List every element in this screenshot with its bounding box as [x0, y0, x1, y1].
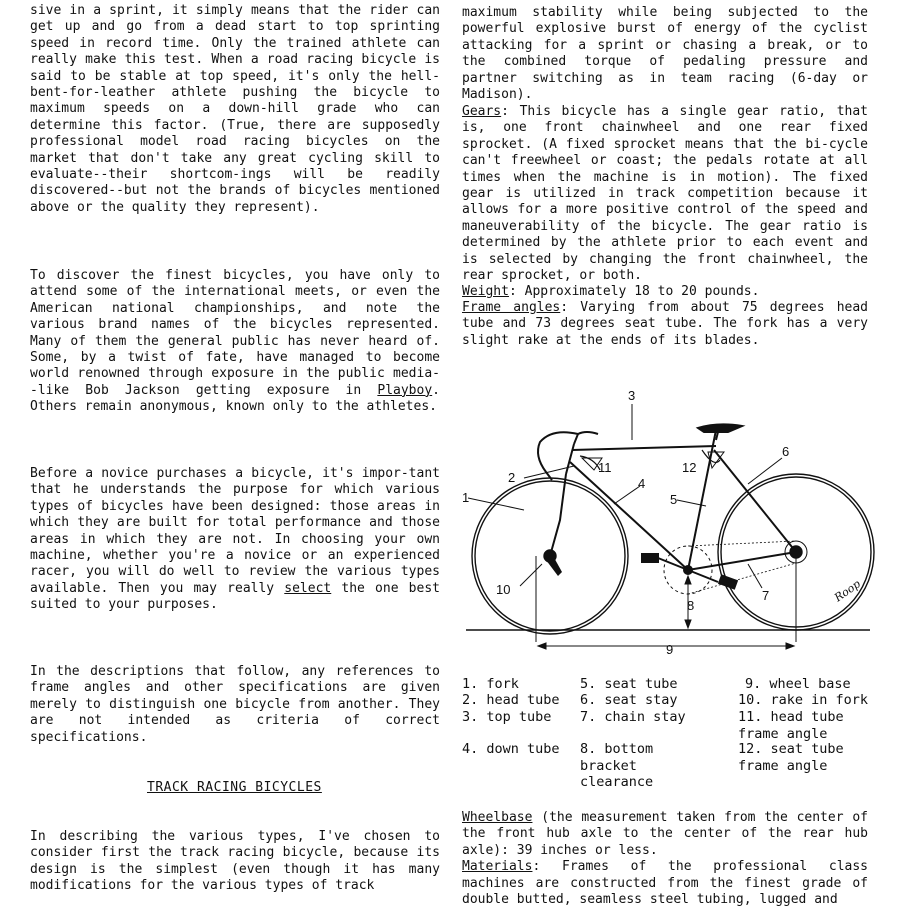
legend-item: 2. head tube: [462, 692, 560, 708]
label-3: 3: [628, 388, 636, 403]
paragraph-gears: [462, 104, 868, 284]
legend-item: 7. chain stay: [580, 709, 686, 725]
paragraph-stability: sive in a sprint, it simply means that the rider can get up and go from a dead start to top sprinting speed in record time. Only the trained athlete can really make this test. When a road racing bicycle is said to be stable at top speed, it's only the hell-bent-for-leather athlete pushing the bicycle to maximum speeds on a down-hill grade who can determine this factor. (True, there are supposedly professional model road racing bicycles on the market that don't take any great cycling skill to evaluate--their shortcom-ings will be readily discovered--but not the brands of bicycles mentioned above or the quality they represent).: [30, 3, 440, 215]
weight-label: Weight: [462, 284, 509, 299]
select-emphasis: select: [284, 580, 332, 596]
wheelbase-label: Wheelbase: [462, 810, 533, 825]
label-6: 6: [782, 444, 790, 459]
legend-item: 4. down tube: [462, 741, 560, 757]
legend-item: 11. head tube frame angle: [738, 709, 844, 742]
paragraph-frame-angles: [462, 300, 868, 349]
label-1: 1: [462, 490, 470, 505]
legend-item: 9. wheel base: [745, 676, 851, 692]
legend-item: 6. seat stay: [580, 692, 678, 708]
paragraph-descriptions: In the descriptions that follow, any references to frame angles and other specifications are given merely to distinguish one bicycle from another. They are not intended as criteria of correct specifications.: [30, 664, 440, 745]
materials-text: : Frames of the professional class machines are constructed from the finest grade of double butted, seamless steel tubing, lugged and: [462, 859, 868, 908]
label-7: 7: [762, 588, 770, 603]
weight-text: : Approximately 18 to 20 pounds.: [508, 284, 760, 299]
label-10: 10: [496, 582, 511, 597]
diagram-labels: [462, 388, 863, 657]
gears-text: : This bicycle has a single gear ratio, that is, one front chainwheel and one rear fixed sprocket. (A fixed sprocket means that the bi-cycle can't freewheel or coast; the pedals rotate at all times when the machine is in motion). The fixed gear is utilized in track competition because it allows for a more positive control of the speed and maneuverability of the bicycle. The gear ratio is determined by the athlete prior to each event and is selected by changing the front chainwheel, the rear sprocket, or both.: [462, 104, 868, 284]
label-4: 4: [638, 476, 646, 491]
legend-item: 1. fork: [462, 676, 519, 692]
paragraph-track-intro: In describing the various types, I've chosen to consider first the track racing bicycle, because its design is the simplest (even though it has many modifications for the various types of track: [30, 829, 440, 894]
paragraph-text: the one best suited to your purposes.: [30, 580, 440, 613]
paragraph-wheelbase: [462, 810, 868, 908]
legend-item: 12. seat tube frame angle: [738, 741, 844, 774]
paragraph-novice-purchase: [30, 466, 440, 614]
label-9: 9: [666, 642, 674, 657]
legend-item: 8. bottom bracket clearance: [580, 741, 654, 790]
paragraph-text: Before a novice purchases a bicycle, it's impor-tant that he understands the purpose for which various types of bicycles have been designed: those areas in which they are built for total performance and those areas in which they are not. In choosing your own machine, whether you're a novice or an experienced racer, you will do well to review the various types available. Then you may really: [30, 466, 440, 596]
label-11: 11: [598, 460, 612, 475]
materials-label: Materials: [462, 859, 533, 875]
gears-label: Gears: [462, 104, 502, 119]
frame-angles-text: : Varying from about 75 degrees head tube and 73 degrees seat tube. The fork has a very slight rake at the ends of its blades.: [462, 300, 869, 348]
paragraph-maximum-stability: maximum stability while being subjected to the powerful explosive burst of energy of the cyclist attacking for a sprint or chasing a break, or to the combined torque of pedaling pressure and partner switching as in team racing (6-day or Madison).: [462, 5, 868, 103]
paragraph-text: To discover the finest bicycles, you have only to attend some of the international meets, or even the American national championships, and note the various brand names of the bicycles represented. Many of them the general public has never heard of. Some, by a twist of fate, have managed to become world renowned through exposure in the public media--like Bob Jackson getting exposure in: [30, 268, 440, 398]
legend-item: 3. top tube: [462, 709, 552, 725]
legend-item: 10. rake in fork: [738, 692, 869, 708]
artist-signature: Roop: [832, 577, 863, 605]
paragraph-weight: [462, 284, 868, 300]
section-heading: TRACK RACING BICYCLES: [147, 780, 322, 795]
playboy-reference: Playboy: [377, 382, 433, 398]
legend-item: 5. seat tube: [580, 676, 678, 692]
label-12: 12: [682, 460, 697, 475]
label-8: 8: [687, 598, 695, 613]
bicycle-frame: [538, 424, 807, 594]
label-2: 2: [508, 470, 516, 485]
frame-angles-label: Frame angles: [462, 300, 561, 315]
paragraph-text: . Others remain anonymous, known only to the athletes.: [30, 382, 440, 415]
paragraph-finest-bicycles: [30, 268, 440, 416]
label-5: 5: [670, 492, 678, 507]
bicycle-diagram: [462, 380, 882, 660]
wheelbase-text: (the measurement taken from the center of the front hub axle to the center of the rear hub axle): 39 inches or less.: [462, 810, 868, 858]
